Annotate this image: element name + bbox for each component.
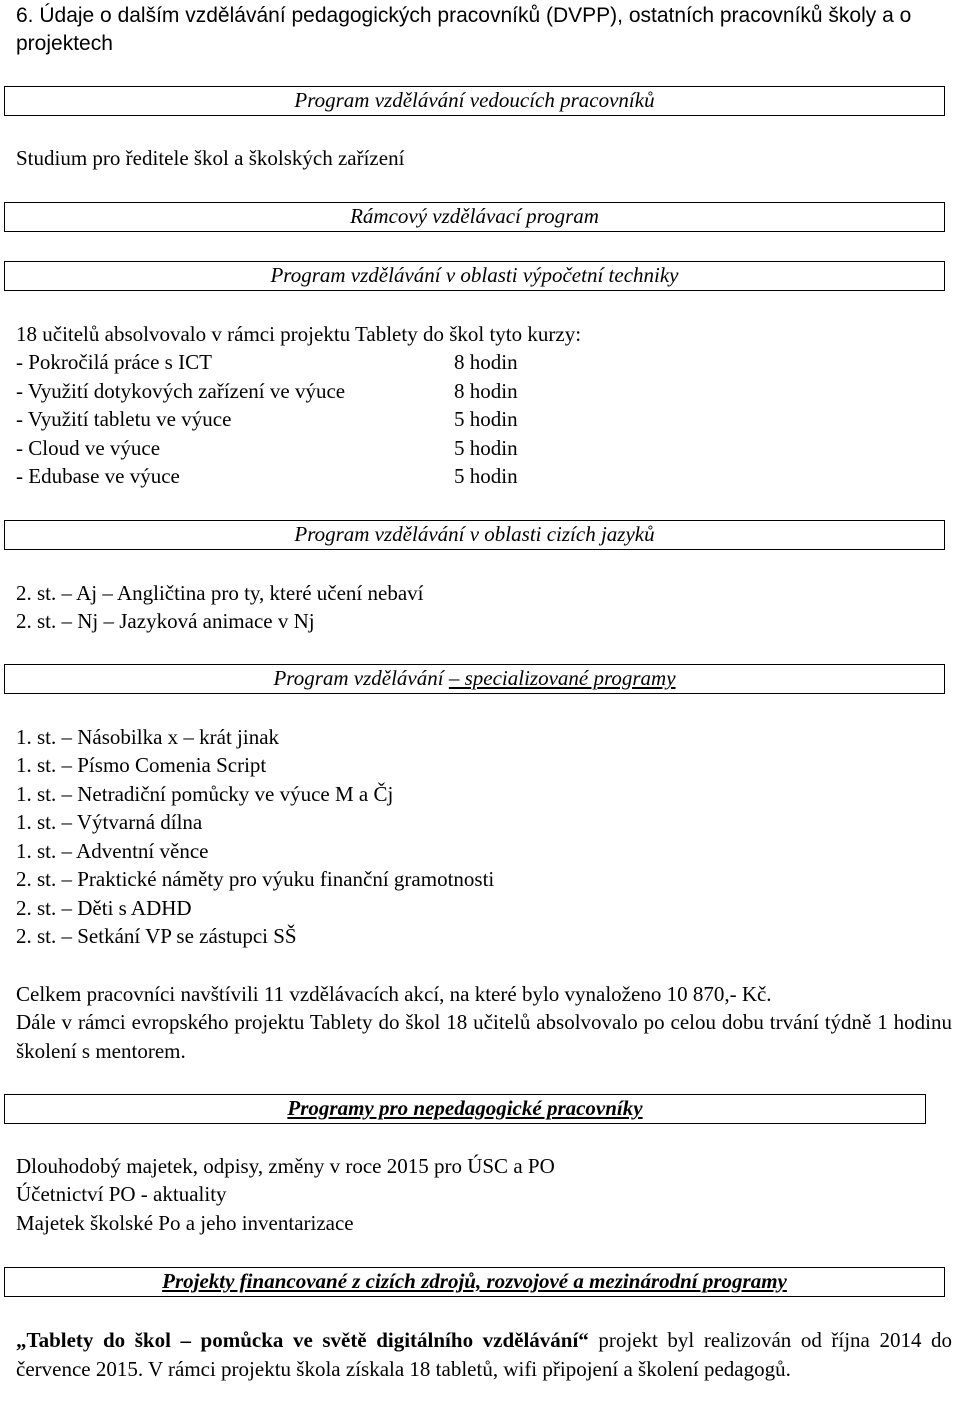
special-course: 1. st. – Netradiční pomůcky ve výuce M a Čj — [16, 782, 394, 806]
nonped-course: Dlouhodobý majetek, odpisy, změny v roce 2015 pro ÚSC a PO — [16, 1154, 555, 1178]
box-special-main: – specializované programy — [448, 666, 676, 690]
project-title: „Tablety do škol – pomůcka ve světě digitálního vzdělávání“ — [16, 1328, 589, 1352]
language-course: 2. st. – Nj – Jazyková animace v Nj — [16, 609, 315, 633]
special-course: 1. st. – Adventní věnce — [16, 839, 209, 863]
special-course: 2. st. – Děti s ADHD — [16, 896, 192, 920]
box-specializovane — [4, 664, 945, 694]
it-course-hours: 5 hodin — [454, 464, 518, 488]
it-course-name: - Pokročilá práce s ICT — [16, 350, 212, 374]
box-nepedagogicke — [4, 1094, 926, 1124]
summary-paragraph: Dále v rámci evropského projektu Tablety do škol 18 učitelů absolvovalo po celou dobu trvání týdně 1 hodinu školení s mentorem. — [16, 1010, 952, 1063]
it-intro: 18 učitelů absolvovalo v rámci projektu Tablety do škol tyto kurzy: — [16, 322, 582, 346]
box-vedoucich — [4, 86, 945, 116]
language-course: 2. st. – Aj – Angličtina pro ty, které učení nebaví — [16, 581, 424, 605]
box-projekty — [4, 1267, 945, 1297]
special-course: 1. st. – Výtvarná dílna — [16, 810, 203, 834]
box-nepedagogicke-label: Programy pro nepedagogické pracovníky — [287, 1096, 643, 1120]
box-projekty-label: Projekty financované z cizích zdrojů, rozvojové a mezinárodní programy — [162, 1269, 787, 1293]
special-course: 1. st. – Násobilka x – krát jinak — [16, 725, 280, 749]
nonped-course: Majetek školské Po a jeho inventarizace — [16, 1211, 354, 1235]
box-vypocetni-label: Program vzdělávání v oblasti výpočetní techniky — [270, 263, 679, 287]
it-course-hours: 8 hodin — [454, 379, 518, 403]
special-course: 1. st. – Písmo Comenia Script — [16, 753, 267, 777]
project-paragraph — [16, 1326, 952, 1383]
box-jazyku-label: Program vzdělávání v oblasti cizích jazyků — [294, 522, 655, 546]
box-ramcovy — [4, 202, 945, 232]
it-course-hours: 8 hodin — [454, 350, 518, 374]
box-vedoucich-label: Program vzdělávání vedoucích pracovníků — [294, 88, 655, 112]
box-vypocetni — [4, 261, 945, 291]
box-special-prefix: Program vzdělávání — [273, 666, 449, 690]
summary-line1: Celkem pracovníci navštívili 11 vzdělávacích akcí, na které bylo vynaloženo 10 870,- Kč. — [16, 982, 772, 1006]
nonped-course: Účetnictví PO - aktuality — [16, 1182, 227, 1206]
it-course-name: - Cloud ve výuce — [16, 436, 161, 460]
it-course-hours: 5 hodin — [454, 407, 518, 431]
it-course-hours: 5 hodin — [454, 436, 518, 460]
it-course-name: - Využití dotykových zařízení ve výuce — [16, 379, 346, 403]
it-course-name: - Využití tabletu ve výuce — [16, 407, 232, 431]
it-course-name: - Edubase ve výuce — [16, 464, 180, 488]
box-jazyku — [4, 520, 945, 550]
section-title: 6. Údaje o dalším vzdělávání pedagogických pracovníků (DVPP), ostatních pracovníků školy a o projektech — [16, 4, 912, 55]
box-ramcovy-label: Rámcový vzdělávací program — [350, 204, 599, 228]
special-course: 2. st. – Setkání VP se zástupci SŠ — [16, 924, 297, 948]
special-course: 2. st. – Praktické náměty pro výuku finanční gramotnosti — [16, 867, 495, 891]
studium-line: Studium pro ředitele škol a školských zařízení — [16, 146, 405, 170]
project-description: projekt byl realizován od října 2014 do července 2015. V rámci projektu škola získala 18 tabletů, wifi připojení a školení pedagogů. — [16, 1328, 953, 1381]
